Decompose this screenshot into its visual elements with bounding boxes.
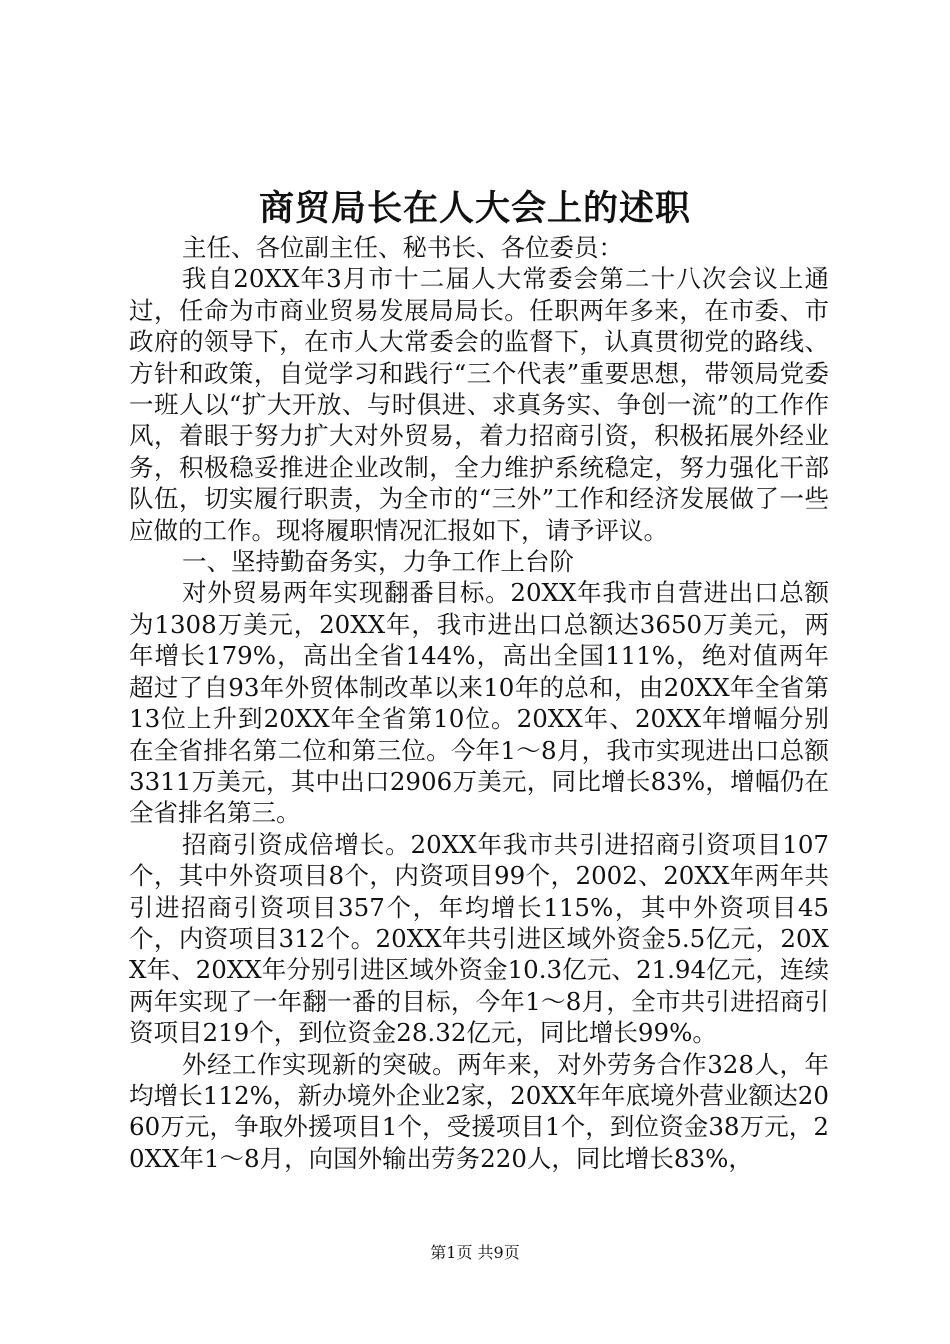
document-title: 商贸局长在人大会上的述职 [258, 188, 691, 229]
salutation-paragraph: 主任、各位副主任、秘书长、各位委员： [182, 233, 623, 262]
intro-paragraph: 我自20XX年3月市十二届人大常委会第二十八次会议上通过，任命为市商业贸易发展局局长。任职两年多来，在市委、市政府的领导下，在市人大常委会的监督下，认真贯彻党的路线、方针和政策，自觉学习和践行“三个代表”重要思想，带领局党委一班人以“扩大开放、与时俱进、求真务实、争创一流”的工作作风，着眼于努力扩大对外贸易，着力招商引资，积极拓展外经业务，积极稳妥推进企业改制，全力维护系统稳定，努力强化干部队伍，切实履行职责，为全市的“三外”工作和经济发展做了一些应做的工作。现将履职情况汇报如下，请予评议。 [129, 264, 829, 545]
trade-paragraph: 对外贸易两年实现翻番目标。20XX年我市自营进出口总额为1308万美元，20XX年，我市进出口总额达3650万美元，两年增长179%，高出全省144%，高出全国111%，绝对值两年超过了自93年外贸体制改革以来10年的总和，由20XX年全省第13位上升到20XX年全省第10位。20XX年、20XX年增幅分别在全省排名第二位和第三位。今年1～8月，我市实现进出口总额3311万美元，其中出口2906万美元，同比增长83%，增幅仍在全省排名第三。 [129, 578, 829, 828]
section-heading: 一、坚持勤奋务实，力争工作上台阶 [182, 547, 574, 577]
document-body [129, 232, 829, 1174]
investment-paragraph: 招商引资成倍增长。20XX年我市共引进招商引资项目107个，其中外资项目8个，内资项目99个，2002、20XX年两年共引进招商引资项目357个，年均增长115%，其中外资项目45个，内资项目312个。20XX年共引进区域外资金5.5亿元，20XX年、20XX年分别引进区域外资金10.3亿元、21.94亿元，连续两年实现了一年翻一番的目标，今年1～8月，全市共引进招商引资项目219个，到位资金28.32亿元，同比增长99%。 [129, 829, 829, 1048]
external-economy-paragraph: 外经工作实现新的突破。两年来，对外劳务合作328人，年均增长112%，新办境外企业2家，20XX年年底境外营业额达2060万元，争取外援项目1个，受援项目1个，到位资金38万元，20XX年1～8月，向国外输出劳务220人，同比增长83%， [129, 1049, 829, 1173]
page-footer: 第1页 共9页 [430, 1243, 520, 1262]
